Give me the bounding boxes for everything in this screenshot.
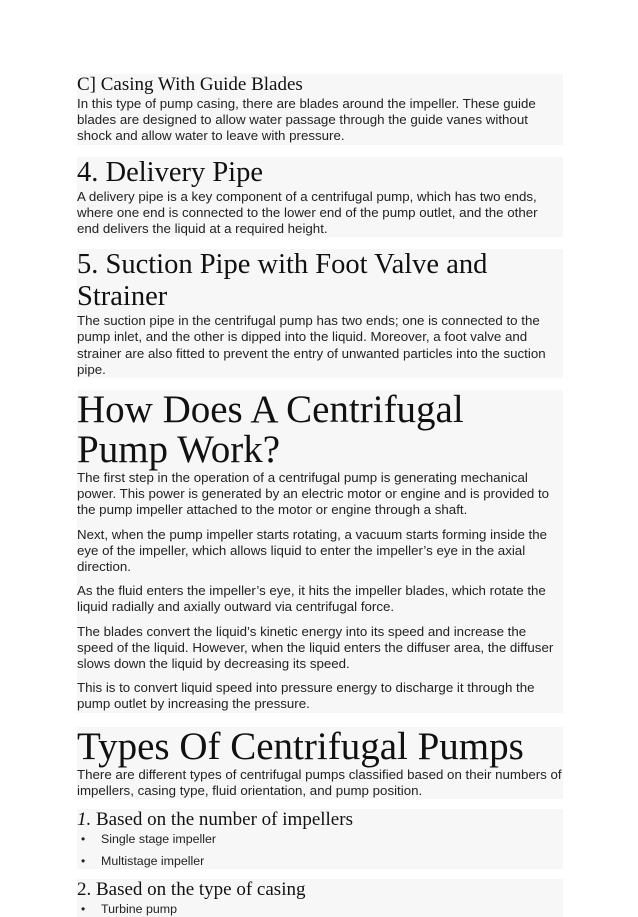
how-it-works-paragraph-3: As the fluid enters the impeller’s eye, it hits the impeller blades, which rotate the liquid radially and axially outward via centrifugal force.	[77, 583, 546, 615]
how-it-works-section	[77, 390, 563, 713]
how-it-works-paragraph-5: This is to convert liquid speed into pressure energy to discharge it through the pump outlet by increasing the pressure.	[77, 680, 535, 712]
list-item: • Multistage impeller	[77, 853, 563, 869]
by-impellers-section	[77, 809, 563, 869]
delivery-pipe-section	[77, 157, 563, 238]
by-impellers-heading	[77, 809, 563, 831]
by-casing-section	[77, 879, 563, 917]
delivery-pipe-text: A delivery pipe is a key component of a centrifugal pump, which has two ends, where one end is connected to the lower end of the pump outlet, and the other end delivers the liquid at a required height.	[77, 188, 538, 237]
types-heading: Types Of Centrifugal Pumps	[77, 724, 524, 768]
casing-guide-heading: C] Casing With Guide Blades	[77, 74, 303, 95]
how-it-works-heading: How Does A Centrifugal Pump Work?	[77, 388, 464, 472]
by-casing-list	[77, 901, 563, 917]
suction-pipe-heading: 5. Suction Pipe with Foot Valve and Strainer	[77, 249, 488, 313]
how-it-works-paragraph-2: Next, when the pump impeller starts rotating, a vacuum starts forming inside the eye of the impeller, which allows liquid to enter the impeller’s eye in the axial direction.	[77, 526, 548, 575]
by-impellers-list	[77, 831, 563, 869]
casing-guide-section	[77, 74, 563, 145]
how-it-works-paragraph-1: The first step in the operation of a centrifugal pump is generating mechanical power. This power is generated by an electric motor or engine and is provided to the pump impeller attached to the motor or engine through a shaft.	[77, 470, 550, 518]
list-item: • Single stage impeller	[77, 831, 563, 847]
suction-pipe-section	[77, 249, 563, 378]
how-it-works-paragraph-4: The blades convert the liquid’s kinetic energy into its speed and increase the speed of the liquid. However, when the liquid enters the diffuser area, the diffuser slows down the liquid by decreasing its speed.	[77, 623, 554, 672]
by-impellers-number: 1.	[77, 809, 92, 831]
by-casing-heading: 2. Based on the type of casing	[77, 879, 306, 901]
by-impellers-heading-text: Based on the number of impellers	[91, 809, 353, 831]
list-item: • Turbine pump	[77, 901, 563, 917]
suction-pipe-text: The suction pipe in the centrifugal pump has two ends; one is connected to the pump inlet, and the other is dipped into the liquid. Moreover, a foot valve and strainer are also fitted to prevent the entry of unwanted particles into the suction pipe.	[77, 313, 546, 377]
types-section	[77, 724, 563, 799]
delivery-pipe-heading: 4. Delivery Pipe	[77, 156, 264, 188]
document-page	[77, 74, 563, 917]
types-intro: There are different types of centrifugal pumps classified based on their numbers of impellers, casing type, fluid orientation, and pump position.	[77, 766, 562, 798]
casing-guide-text: In this type of pump casing, there are blades around the impeller. These guide blades are designed to allow water passage through the guide vanes without shock and allow water to leave with pressure.	[77, 96, 536, 144]
